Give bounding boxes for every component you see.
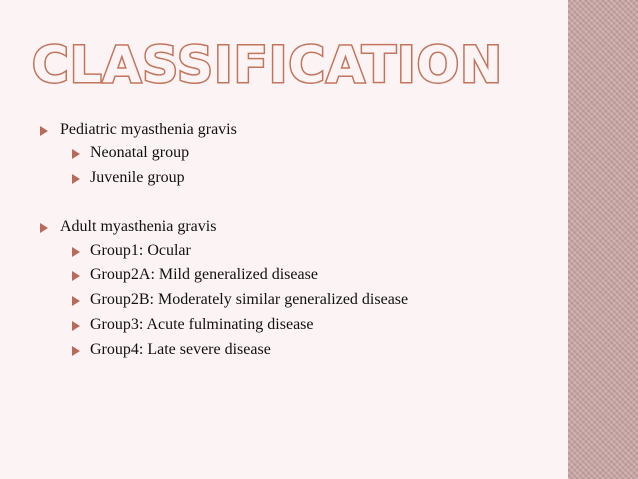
right-triangle-bullet-icon bbox=[40, 223, 48, 233]
list-item-label: Group2B: Moderately similar generalized disease bbox=[90, 291, 409, 308]
right-triangle-bullet-icon bbox=[72, 149, 80, 159]
list-item bbox=[72, 291, 408, 309]
right-triangle-bullet-icon bbox=[72, 271, 80, 281]
list-item-label: Adult myasthenia gravis bbox=[60, 218, 217, 235]
right-triangle-bullet-icon bbox=[72, 346, 80, 356]
list-item-label: Group4: Late severe disease bbox=[90, 341, 271, 358]
list-item-label: Pediatric myasthenia gravis bbox=[60, 121, 237, 138]
right-triangle-bullet-icon bbox=[72, 296, 80, 306]
slide-title-text: CLASSIFICATION bbox=[32, 36, 503, 94]
list-item bbox=[40, 121, 237, 139]
right-triangle-bullet-icon bbox=[40, 126, 48, 136]
list-item bbox=[72, 341, 271, 359]
right-triangle-bullet-icon bbox=[72, 321, 80, 331]
list-item bbox=[72, 266, 318, 284]
list-item-label: Group1: Ocular bbox=[90, 242, 191, 259]
list-item bbox=[72, 144, 189, 162]
right-triangle-bullet-icon bbox=[72, 247, 80, 257]
list-item bbox=[72, 316, 314, 334]
list-item-label: Juvenile group bbox=[90, 169, 185, 186]
list-item-label: Group2A: Mild generalized disease bbox=[90, 266, 318, 283]
slide-title bbox=[28, 30, 503, 100]
right-triangle-bullet-icon bbox=[72, 174, 80, 184]
list-item bbox=[72, 169, 185, 187]
list-item-label: Group3: Acute fulminating disease bbox=[90, 316, 314, 333]
list-item bbox=[72, 242, 191, 260]
decorative-side-band bbox=[568, 0, 638, 479]
list-item bbox=[40, 218, 216, 236]
list-item-label: Neonatal group bbox=[90, 144, 190, 161]
